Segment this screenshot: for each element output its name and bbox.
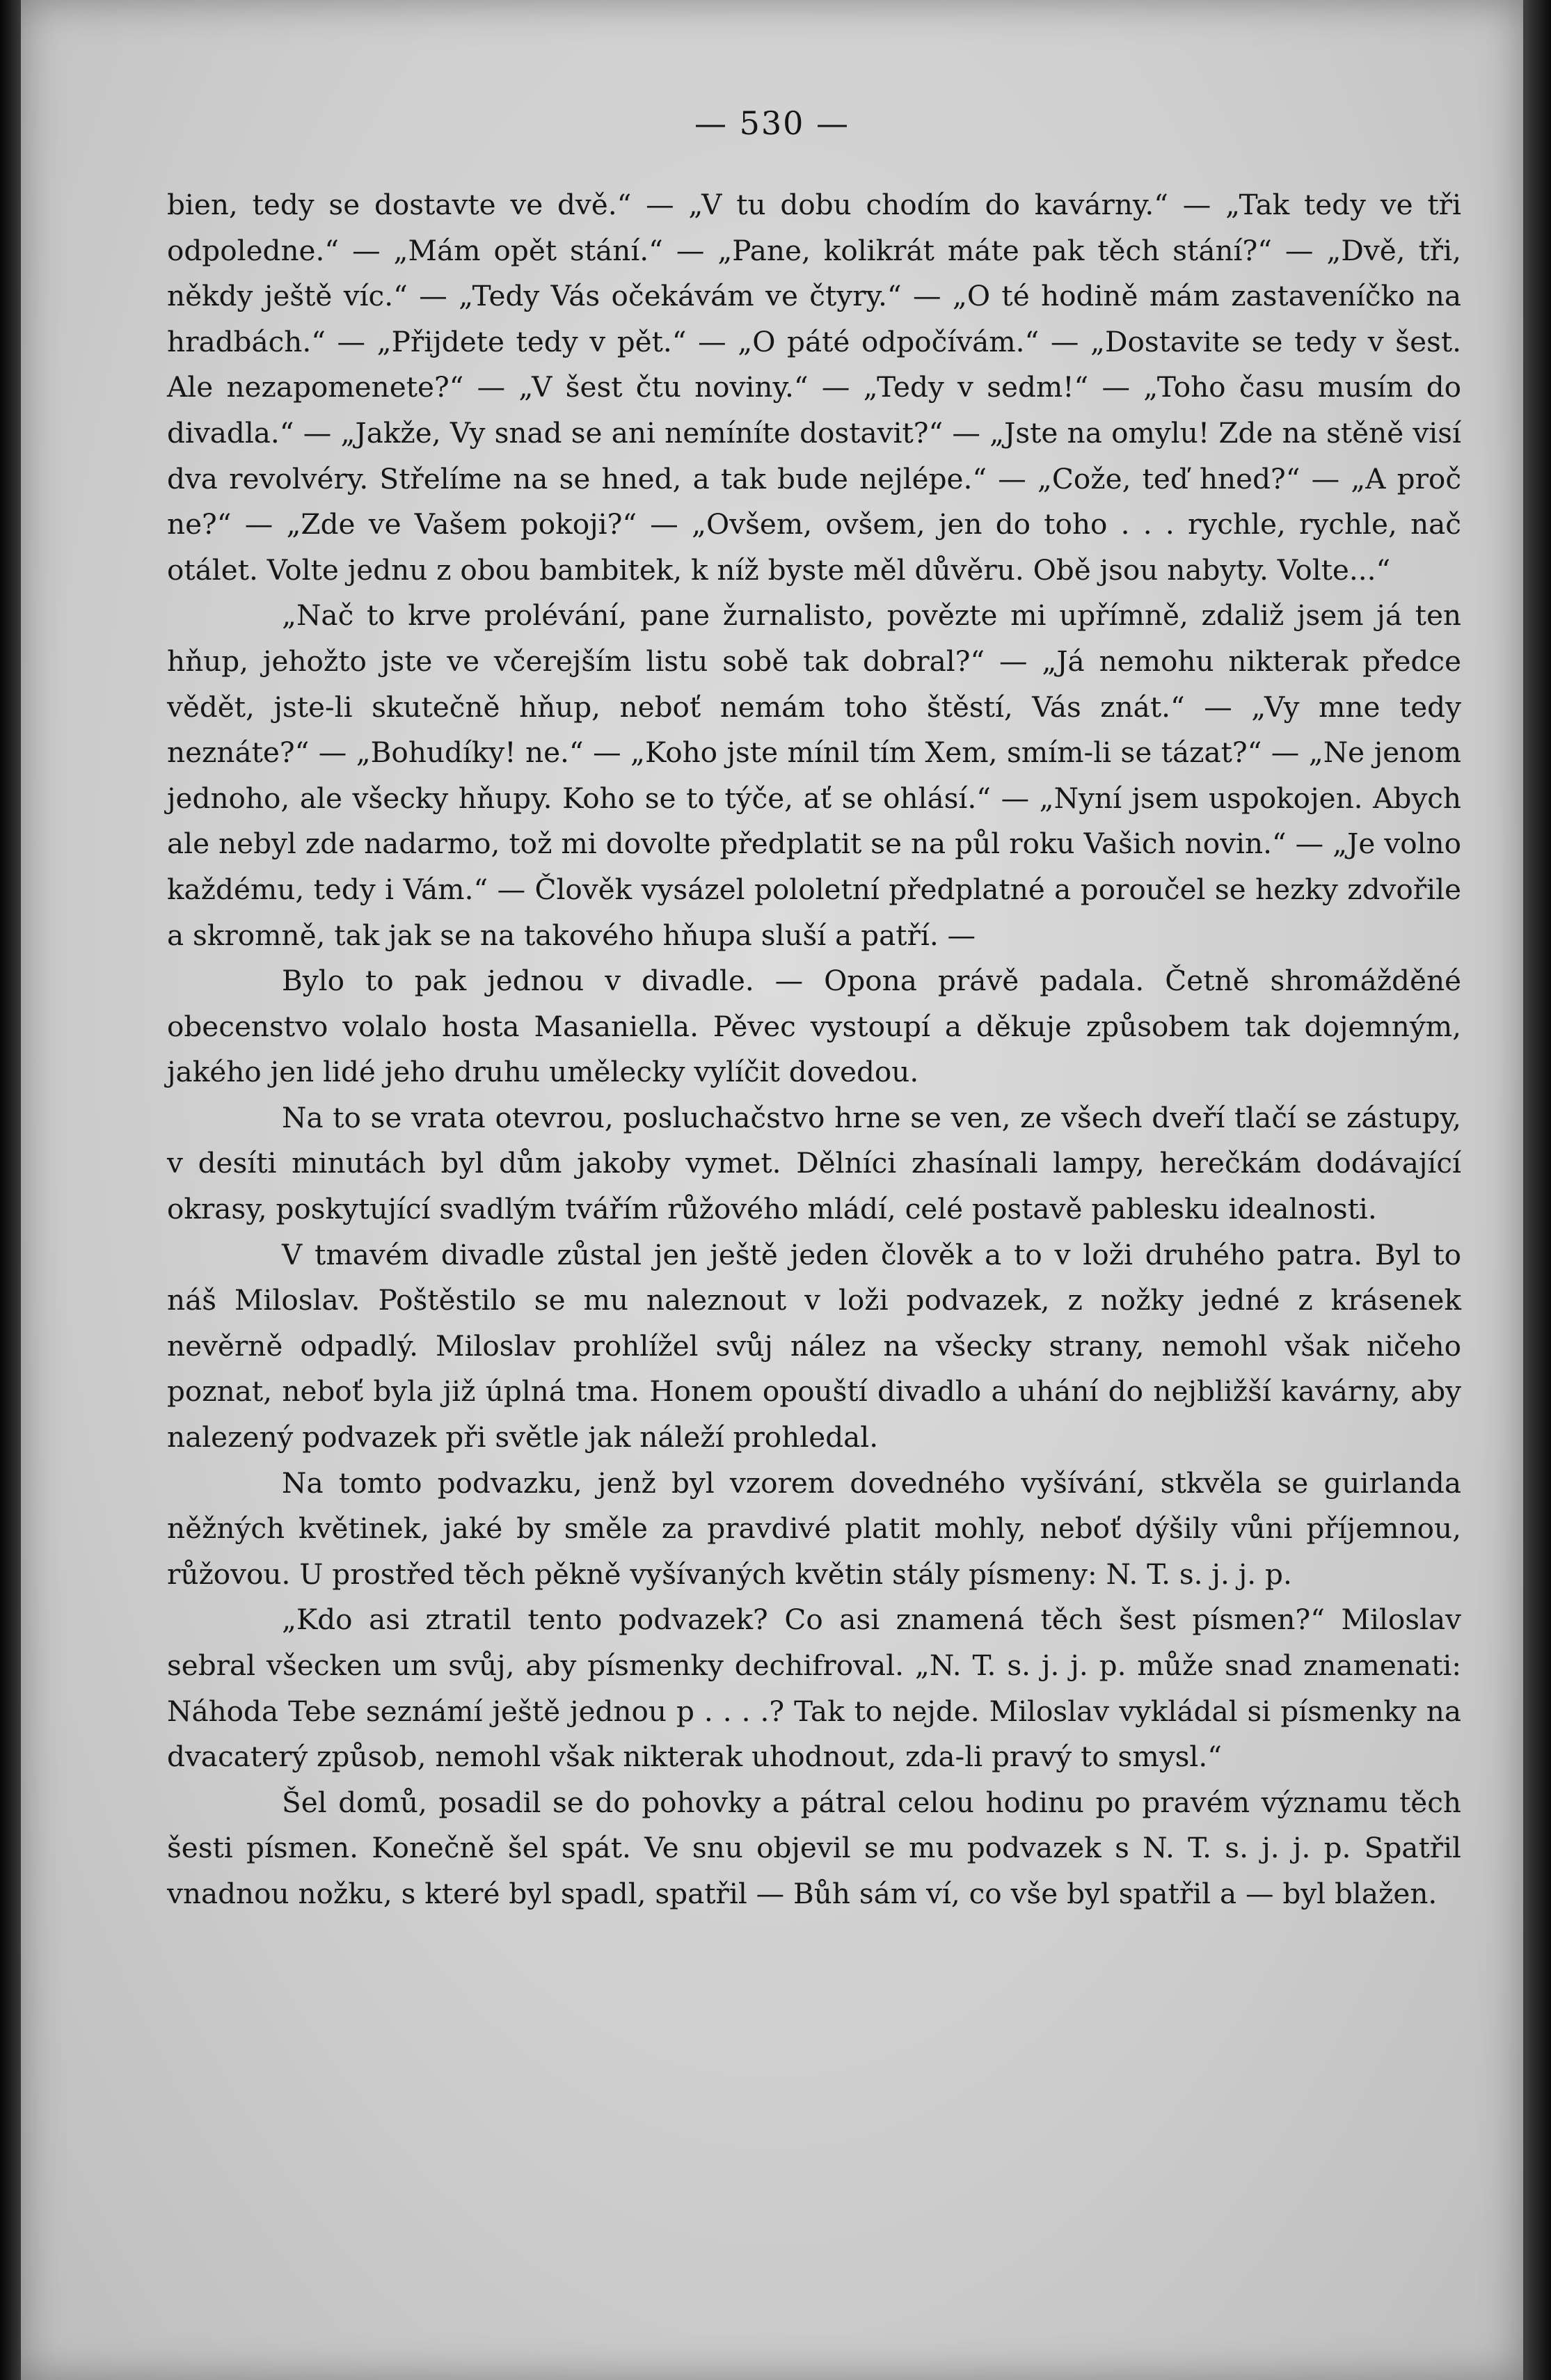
- page-number: — 530 —: [694, 104, 850, 142]
- paragraph: Bylo to pak jednou v divadle. — Opona právě padala. Četně shromážděné obecenstvo volalo hosta Masaniella. Pěvec vystoupí a děkuje způsobem tak dojemným, jakého jen lidé jeho druhu umělecky vylíčit dovedou.: [167, 964, 1461, 1089]
- paragraph: bien, tedy se dostavte ve dvě.“ — „V tu dobu chodím do kavárny.“ — „Tak tedy ve tři odpoledne.“ — „Mám opět stání.“ — „Pane, kolikrát máte pak těch stání?“ — „Dvě, tři, někdy ještě víc.“ — „Tedy Vás očekávám ve čtyry.“ — „O té hodině mám zastaveníčko na hradbách.“ — „Přijdete tedy v pět.“ — „O páté odpočívám.“ — „Dostavite se tedy v šest. Ale nezapomenete?“ — „V šest čtu noviny.“ — „Tedy v sedm!“ — „Toho času musím do divadla.“ — „Jakže, Vy snad se ani nemíníte dostavit?“ — „Jste na omylu! Zde na stěně visí dva revolvéry. Střelíme na se hned, a tak bude nejlépe.“ — „Cože, teď hned?“ — „A proč ne?“ — „Zde ve Vašem pokoji?“ — „Ovšem, ovšem, jen do toho . . . rychle, rychle, nač otálet. Volte jednu z obou bambitek, k níž byste měl důvěru. Obě jsou nabyty. Volte...“: [167, 188, 1461, 587]
- paragraph: „Nač to krve prolévání, pane žurnalisto, povězte mi upřímně, zdaliž jsem já ten hňup, jehožto jste ve včerejším listu sobě tak dobral?“ — „Já nemohu nikterak předce vědět, jste-li skutečně hňup, neboť nemám toho štěstí, Vás znát.“ — „Vy mne tedy neznáte?“ — „Bohudíky! ne.“ — „Koho jste mínil tím Xem, smím-li se tázat?“ — „Ne jenom jednoho, ale všecky hňupy. Koho se to týče, ať se ohlásí.“ — „Nyní jsem uspokojen. Abych ale nebyl zde nadarmo, tož mi dovolte předplatit se na půl roku Vašich novin.“ — „Je volno každému, tedy i Vám.“ — Člověk vysázel pololetní předplatné a poroučel se hezky zdvořile a skromně, tak jak se na takového hňupa sluší a patří. —: [167, 598, 1461, 952]
- paragraph: „Kdo asi ztratil tento podvazek? Co asi znamená těch šest písmen?“ Miloslav sebral všecken um svůj, aby písmenky dechifroval. „N. T. s. j. j. p. může snad znamenati: Náhoda Tebe seznámí ještě jednou p . . . .? Tak to nejde. Miloslav vykládal si písmenky na dvacaterý způsob, nemohl však nikterak uhodnout, zda-li pravý to smysl.“: [167, 1603, 1461, 1774]
- body-text: [167, 182, 1461, 1917]
- scan-edge-left: [0, 0, 21, 2380]
- paragraph: Na to se vrata otevrou, posluchačstvo hrne se ven, ze všech dveří tlačí se zástupy, v desíti minutách byl dům jakoby vymet. Dělníci zhasínali lampy, herečkám dodávající okrasy, poskytující svadlým tvářím růžového mládí, celé postavě pablesku idealnosti.: [167, 1100, 1461, 1226]
- scan-edge-right: [1523, 0, 1551, 2380]
- paragraph: V tmavém divadle zůstal jen ještě jeden člověk a to v loži druhého patra. Byl to náš Miloslav. Poštěstilo se mu naleznout v loži podvazek, z nožky jedné z krásenek nevěrně odpadlý. Miloslav prohlížel svůj nález na všecky strany, nemohl však ničeho poznat, neboť byla již úplná tma. Honem opouští divadlo a uhání do nejbližší kavárny, aby nalezený podvazek při světle jak náleží prohledal.: [167, 1237, 1461, 1454]
- paragraph: Šel domů, posadil se do pohovky a pátral celou hodinu po pravém významu těch šesti písmen. Konečně šel spát. Ve snu objevil se mu podvazek s N. T. s. j. j. p. Spatřil vnadnou nožku, s které byl spadl, spatřil — Bůh sám ví, co vše byl spatřil a — byl blažen.: [167, 1785, 1461, 1910]
- page-sheet: [21, 0, 1523, 2380]
- paragraph: Na tomto podvazku, jenž byl vzorem dovedného vyšívání, stkvěla se guirlanda něžných květinek, jaké by směle za pravdivé platit mohly, neboť dýšily vůni příjemnou, růžovou. U prostřed těch pěkně vyšívaných květin stály písmeny: N. T. s. j. j. p.: [167, 1466, 1461, 1591]
